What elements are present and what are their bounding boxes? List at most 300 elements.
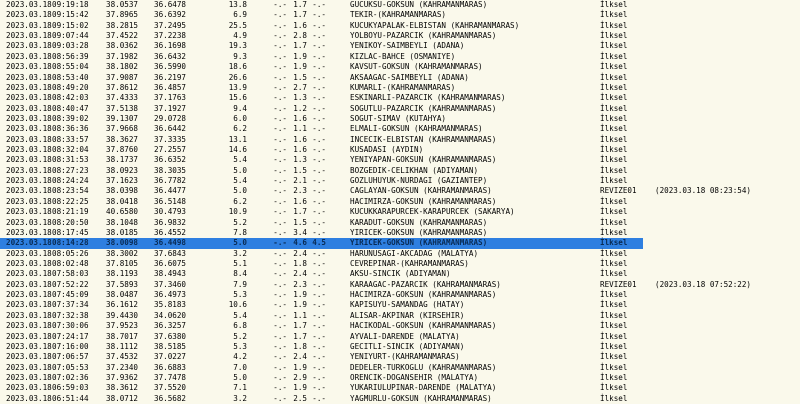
cell-ml: 1.5 xyxy=(293,217,307,227)
cell-longitude: 37.3460 xyxy=(154,279,187,289)
cell-longitude: 36.2197 xyxy=(154,72,187,82)
cell-location: AYVALI-DARENDE (MALATYA) xyxy=(350,331,460,341)
table-row[interactable] xyxy=(0,228,800,238)
cell-time: 08:24:24 xyxy=(52,176,89,186)
cell-latitude: 38.0712 xyxy=(106,393,139,403)
cell-location: KARAAGAC-PAZARCIK (KAHRAMANMARAS) xyxy=(350,279,501,289)
cell-mw: -.- xyxy=(312,145,326,155)
cell-mw: -.- xyxy=(312,72,326,82)
cell-depth: 5.0 xyxy=(233,165,247,175)
cell-latitude: 38.1802 xyxy=(106,62,139,72)
cell-location: HACIMIRZA-GOKSUN (KAHRAMANMARAS) xyxy=(350,196,497,206)
cell-ml: 1.9 xyxy=(293,62,307,72)
table-row[interactable] xyxy=(0,394,800,404)
table-row[interactable] xyxy=(0,311,800,321)
table-row[interactable] xyxy=(0,290,800,300)
cell-depth: 6.0 xyxy=(233,113,247,123)
cell-date: 2023.03.18 xyxy=(6,393,52,403)
cell-ml: 1.7 xyxy=(293,0,307,9)
cell-ml: 1.9 xyxy=(293,51,307,61)
cell-quality: İlksel xyxy=(600,331,628,341)
cell-md: -.- xyxy=(273,207,287,217)
cell-location: YIRICEK-GOKSUN (KAHRAMANMARAS) xyxy=(350,227,488,237)
cell-longitude: 36.9832 xyxy=(154,217,187,227)
cell-mw: -.- xyxy=(312,155,326,165)
cell-mw: -.- xyxy=(312,51,326,61)
cell-longitude: 36.6432 xyxy=(154,51,187,61)
cell-date: 2023.03.18 xyxy=(6,41,52,51)
cell-mw: -.- xyxy=(312,10,326,20)
cell-latitude: 38.3627 xyxy=(106,134,139,144)
cell-ml: 1.6 xyxy=(293,113,307,123)
cell-longitude: 36.4477 xyxy=(154,186,187,196)
cell-md: -.- xyxy=(273,51,287,61)
cell-quality: İlksel xyxy=(600,352,628,362)
cell-latitude: 37.9668 xyxy=(106,124,139,134)
cell-quality: İlksel xyxy=(600,321,628,331)
cell-time: 08:31:53 xyxy=(52,155,89,165)
cell-latitude: 37.8105 xyxy=(106,258,139,268)
cell-location: TEKIR-(KAHRAMANMARAS) xyxy=(350,10,447,20)
cell-longitude: 37.2238 xyxy=(154,31,187,41)
table-row[interactable] xyxy=(0,218,800,228)
cell-mw: -.- xyxy=(312,269,326,279)
cell-md: -.- xyxy=(273,165,287,175)
cell-depth: 8.4 xyxy=(233,269,247,279)
cell-time: 08:42:03 xyxy=(52,93,89,103)
table-row[interactable] xyxy=(0,207,800,217)
cell-depth: 10.6 xyxy=(228,300,247,310)
cell-depth: 3.2 xyxy=(233,393,247,403)
cell-time: 08:55:04 xyxy=(52,62,89,72)
cell-time: 08:05:26 xyxy=(52,248,89,258)
cell-quality: İlksel xyxy=(600,372,628,382)
cell-latitude: 38.1048 xyxy=(106,217,139,227)
cell-mw: -.- xyxy=(312,300,326,310)
cell-date: 2023.03.18 xyxy=(6,362,52,372)
cell-date: 2023.03.18 xyxy=(6,31,52,41)
cell-mw: -.- xyxy=(312,258,326,268)
cell-md: -.- xyxy=(273,279,287,289)
cell-depth: 5.0 xyxy=(233,186,247,196)
table-row[interactable] xyxy=(0,300,800,310)
cell-longitude: 36.6442 xyxy=(154,124,187,134)
cell-longitude: 37.1763 xyxy=(154,93,187,103)
table-row[interactable] xyxy=(0,332,800,342)
cell-longitude: 36.7782 xyxy=(154,176,187,186)
cell-date: 2023.03.18 xyxy=(6,0,52,9)
cell-latitude: 38.0398 xyxy=(106,186,139,196)
cell-date: 2023.03.18 xyxy=(6,20,52,30)
cell-quality: İlksel xyxy=(600,176,628,186)
cell-location: YOLBOYU-PAZARCIK (KAHRAMANMARAS) xyxy=(350,31,497,41)
table-row[interactable] xyxy=(0,52,800,62)
cell-date: 2023.03.18 xyxy=(6,300,52,310)
table-row[interactable] xyxy=(0,321,800,331)
cell-md: -.- xyxy=(273,321,287,331)
table-row[interactable] xyxy=(0,104,800,114)
cell-time: 09:07:44 xyxy=(52,31,89,41)
cell-ml: 1.9 xyxy=(293,300,307,310)
cell-quality: İlksel xyxy=(600,155,628,165)
cell-time: 08:49:20 xyxy=(52,82,89,92)
cell-md: -.- xyxy=(273,383,287,393)
cell-date: 2023.03.18 xyxy=(6,331,52,341)
cell-quality: REVIZE01 xyxy=(600,279,637,289)
table-row[interactable] xyxy=(0,93,800,103)
cell-time: 07:37:34 xyxy=(52,300,89,310)
cell-depth: 6.8 xyxy=(233,321,247,331)
cell-depth: 13.8 xyxy=(228,0,247,9)
cell-md: -.- xyxy=(273,72,287,82)
cell-md: -.- xyxy=(273,186,287,196)
cell-latitude: 38.0185 xyxy=(106,227,139,237)
table-row[interactable] xyxy=(0,166,800,176)
cell-location: ALISAR-AKPINAR (KIRSEHIR) xyxy=(350,310,465,320)
cell-mw: -.- xyxy=(312,62,326,72)
table-row[interactable] xyxy=(0,269,800,279)
table-row[interactable] xyxy=(0,280,800,290)
cell-ml: 1.3 xyxy=(293,155,307,165)
cell-latitude: 37.8612 xyxy=(106,82,139,92)
cell-location: CAGLAYAN-GOKSUN (KAHRAMANMARAS) xyxy=(350,186,492,196)
cell-date: 2023.03.18 xyxy=(6,290,52,300)
cell-longitude: 34.0620 xyxy=(154,310,187,320)
cell-latitude: 38.3612 xyxy=(106,383,139,393)
cell-location: INCECIK-ELBISTAN (KAHRAMANMARAS) xyxy=(350,134,497,144)
cell-ml: 1.7 xyxy=(293,321,307,331)
cell-depth: 3.2 xyxy=(233,248,247,258)
cell-depth: 7.9 xyxy=(233,279,247,289)
cell-md: -.- xyxy=(273,341,287,351)
cell-mw: -.- xyxy=(312,0,326,9)
cell-location: SOGUT-SIMAV (KUTAHYA) xyxy=(350,113,447,123)
cell-md: -.- xyxy=(273,82,287,92)
cell-latitude: 37.9362 xyxy=(106,372,139,382)
cell-ml: 1.5 xyxy=(293,72,307,82)
table-row[interactable] xyxy=(0,383,800,393)
cell-ml: 2.4 xyxy=(293,248,307,258)
cell-md: -.- xyxy=(273,372,287,382)
cell-depth: 6.2 xyxy=(233,124,247,134)
cell-mw: -.- xyxy=(312,279,326,289)
cell-quality: İlksel xyxy=(600,269,628,279)
cell-depth: 26.6 xyxy=(228,72,247,82)
cell-location: KARADUT-GOKSUN (KAHRAMANMARAS) xyxy=(350,217,488,227)
table-row[interactable] xyxy=(0,352,800,362)
cell-md: -.- xyxy=(273,0,287,9)
cell-ml: 2.1 xyxy=(293,176,307,186)
cell-location: YIRICEK-GOKSUN (KAHRAMANMARAS) xyxy=(350,238,488,248)
table-row[interactable] xyxy=(0,62,800,72)
table-row[interactable] xyxy=(0,342,800,352)
cell-longitude: 27.2557 xyxy=(154,145,187,155)
cell-longitude: 36.4552 xyxy=(154,227,187,237)
cell-date: 2023.03.18 xyxy=(6,103,52,113)
cell-longitude: 37.1927 xyxy=(154,103,187,113)
cell-ml: 2.4 xyxy=(293,269,307,279)
cell-date: 2023.03.18 xyxy=(6,165,52,175)
cell-depth: 4.2 xyxy=(233,352,247,362)
cell-depth: 9.4 xyxy=(233,103,247,113)
cell-time: 08:56:39 xyxy=(52,51,89,61)
cell-mw: -.- xyxy=(312,82,326,92)
table-row[interactable] xyxy=(0,135,800,145)
cell-mw: -.- xyxy=(312,383,326,393)
cell-date: 2023.03.18 xyxy=(6,196,52,206)
cell-time: 08:39:02 xyxy=(52,113,89,123)
table-row[interactable] xyxy=(0,259,800,269)
cell-time: 08:40:47 xyxy=(52,103,89,113)
cell-location: YENIYAPAN-GOKSUN (KAHRAMANMARAS) xyxy=(350,155,497,165)
cell-quality: İlksel xyxy=(600,51,628,61)
cell-quality: İlksel xyxy=(600,207,628,217)
cell-mw: -.- xyxy=(312,372,326,382)
cell-depth: 5.4 xyxy=(233,310,247,320)
cell-latitude: 37.5893 xyxy=(106,279,139,289)
cell-longitude: 37.2495 xyxy=(154,20,187,30)
cell-quality: İlksel xyxy=(600,134,628,144)
table-row[interactable] xyxy=(0,124,800,134)
table-row[interactable] xyxy=(0,10,800,20)
cell-date: 2023.03.18 xyxy=(6,238,52,248)
cell-quality: İlksel xyxy=(600,393,628,403)
cell-longitude: 36.3257 xyxy=(154,321,187,331)
table-row[interactable] xyxy=(0,373,800,383)
table-row[interactable] xyxy=(0,155,800,165)
cell-date: 2023.03.18 xyxy=(6,93,52,103)
cell-date: 2023.03.18 xyxy=(6,62,52,72)
cell-date: 2023.03.18 xyxy=(6,51,52,61)
cell-md: -.- xyxy=(273,269,287,279)
cell-latitude: 38.0487 xyxy=(106,290,139,300)
cell-time: 09:19:18 xyxy=(52,0,89,9)
cell-mw: -.- xyxy=(312,165,326,175)
table-row[interactable] xyxy=(0,145,800,155)
cell-longitude: 37.3335 xyxy=(154,134,187,144)
cell-ml: 1.8 xyxy=(293,341,307,351)
cell-depth: 6.9 xyxy=(233,10,247,20)
cell-ml: 2.7 xyxy=(293,82,307,92)
cell-md: -.- xyxy=(273,155,287,165)
cell-ml: 1.7 xyxy=(293,331,307,341)
cell-mw: -.- xyxy=(312,290,326,300)
cell-longitude: 36.4498 xyxy=(154,238,187,248)
cell-time: 07:30:06 xyxy=(52,321,89,331)
cell-mw: -.- xyxy=(312,196,326,206)
cell-md: -.- xyxy=(273,227,287,237)
cell-location: YUKARIULUPINAR-DARENDE (MALATYA) xyxy=(350,383,497,393)
cell-time: 08:33:57 xyxy=(52,134,89,144)
cell-location: KUMARLI-(KAHRAMANMARAS) xyxy=(350,82,456,92)
cell-mw: -.- xyxy=(312,103,326,113)
cell-location: YENIKOY-SAIMBEYLI (ADANA) xyxy=(350,41,465,51)
cell-md: -.- xyxy=(273,217,287,227)
cell-longitude: 36.4857 xyxy=(154,82,187,92)
cell-quality: İlksel xyxy=(600,362,628,372)
cell-date: 2023.03.18 xyxy=(6,124,52,134)
cell-mw: -.- xyxy=(312,352,326,362)
cell-mw: -.- xyxy=(312,93,326,103)
cell-longitude: 36.5682 xyxy=(154,393,187,403)
table-row[interactable] xyxy=(0,31,800,41)
cell-depth: 6.2 xyxy=(233,196,247,206)
cell-ml: 1.1 xyxy=(293,124,307,134)
cell-longitude: 36.6883 xyxy=(154,362,187,372)
cell-mw: -.- xyxy=(312,321,326,331)
cell-date: 2023.03.18 xyxy=(6,372,52,382)
cell-mw: -.- xyxy=(312,124,326,134)
cell-md: -.- xyxy=(273,248,287,258)
cell-depth: 7.0 xyxy=(233,362,247,372)
table-row[interactable] xyxy=(0,83,800,93)
cell-quality: İlksel xyxy=(600,103,628,113)
table-row[interactable] xyxy=(0,238,800,248)
cell-longitude: 37.5520 xyxy=(154,383,187,393)
cell-ml: 1.6 xyxy=(293,196,307,206)
cell-longitude: 36.4973 xyxy=(154,290,187,300)
cell-location: BOZGEDIK-CELIKHAN (ADIYAMAN) xyxy=(350,165,479,175)
table-row[interactable] xyxy=(0,176,800,186)
cell-ml: 1.9 xyxy=(293,362,307,372)
cell-depth: 13.9 xyxy=(228,82,247,92)
cell-md: -.- xyxy=(273,310,287,320)
cell-depth: 5.0 xyxy=(233,372,247,382)
cell-time: 08:36:36 xyxy=(52,124,89,134)
cell-date: 2023.03.18 xyxy=(6,10,52,20)
cell-longitude: 38.3035 xyxy=(154,165,187,175)
cell-ml: 1.8 xyxy=(293,258,307,268)
cell-mw: -.- xyxy=(312,393,326,403)
table-row[interactable] xyxy=(0,363,800,373)
cell-ml: 1.9 xyxy=(293,290,307,300)
cell-date: 2023.03.18 xyxy=(6,186,52,196)
cell-date: 2023.03.18 xyxy=(6,310,52,320)
cell-time: 06:59:03 xyxy=(52,383,89,393)
cell-ml: 1.6 xyxy=(293,145,307,155)
cell-latitude: 38.2815 xyxy=(106,20,139,30)
table-row[interactable] xyxy=(0,186,800,196)
cell-quality: İlksel xyxy=(600,31,628,41)
cell-location: AKSAAGAC-SAIMBEYLI (ADANA) xyxy=(350,72,469,82)
cell-location: CEVREPINAR-(KAHRAMANMARAS) xyxy=(350,258,469,268)
cell-quality: İlksel xyxy=(600,82,628,92)
cell-time: 08:02:48 xyxy=(52,258,89,268)
cell-location: AKSU-SINCIK (ADIYAMAN) xyxy=(350,269,451,279)
cell-location: KUCUKKARAPURCEK-KARAPURCEK (SAKARYA) xyxy=(350,207,515,217)
cell-quality: İlksel xyxy=(600,383,628,393)
cell-depth: 9.3 xyxy=(233,51,247,61)
cell-latitude: 38.1193 xyxy=(106,269,139,279)
cell-time: 08:20:50 xyxy=(52,217,89,227)
cell-longitude: 36.1698 xyxy=(154,41,187,51)
table-row[interactable] xyxy=(0,41,800,51)
cell-location: KUSADASI (AYDIN) xyxy=(350,145,424,155)
cell-longitude: 37.7478 xyxy=(154,372,187,382)
cell-md: -.- xyxy=(273,62,287,72)
cell-time: 08:14:28 xyxy=(52,238,89,248)
cell-location: KAVSUT-GOKSUN (KAHRAMANMARAS) xyxy=(350,62,483,72)
cell-ml: 1.3 xyxy=(293,93,307,103)
cell-latitude: 37.1982 xyxy=(106,51,139,61)
cell-location: HACIMIRZA-GOKSUN (KAHRAMANMARAS) xyxy=(350,290,497,300)
cell-location: YAGMURLU-GOKSUN (KAHRAMANMARAS) xyxy=(350,393,492,403)
cell-quality: İlksel xyxy=(600,145,628,155)
cell-latitude: 39.1307 xyxy=(106,113,139,123)
cell-md: -.- xyxy=(273,331,287,341)
cell-latitude: 37.5138 xyxy=(106,103,139,113)
cell-quality: İlksel xyxy=(600,217,628,227)
cell-latitude: 38.1112 xyxy=(106,341,139,351)
cell-depth: 25.5 xyxy=(228,20,247,30)
cell-quality: İlksel xyxy=(600,10,628,20)
cell-longitude: 30.4793 xyxy=(154,207,187,217)
cell-time: 08:53:40 xyxy=(52,72,89,82)
cell-md: -.- xyxy=(273,20,287,30)
table-row[interactable] xyxy=(0,0,800,10)
cell-latitude: 38.0362 xyxy=(106,41,139,51)
cell-ml: 2.4 xyxy=(293,352,307,362)
cell-date: 2023.03.18 xyxy=(6,258,52,268)
cell-location: HARUNUSAGI-AKCADAG (MALATYA) xyxy=(350,248,479,258)
cell-depth: 15.6 xyxy=(228,93,247,103)
cell-ml: 1.5 xyxy=(293,165,307,175)
cell-quality: İlksel xyxy=(600,124,628,134)
table-row[interactable] xyxy=(0,197,800,207)
cell-md: -.- xyxy=(273,290,287,300)
cell-latitude: 38.1737 xyxy=(106,155,139,165)
cell-ml: 1.7 xyxy=(293,207,307,217)
cell-md: -.- xyxy=(273,258,287,268)
cell-md: -.- xyxy=(273,124,287,134)
cell-quality: İlksel xyxy=(600,300,628,310)
cell-depth: 5.4 xyxy=(233,176,247,186)
cell-time: 07:16:00 xyxy=(52,341,89,351)
cell-md: -.- xyxy=(273,41,287,51)
cell-time: 09:15:02 xyxy=(52,20,89,30)
cell-latitude: 37.2340 xyxy=(106,362,139,372)
table-row[interactable] xyxy=(0,21,800,31)
cell-quality: İlksel xyxy=(600,227,628,237)
cell-depth: 7.1 xyxy=(233,383,247,393)
cell-location: HACIKODAL-GOKSUN (KAHRAMANMARAS) xyxy=(350,321,497,331)
table-row[interactable] xyxy=(0,249,800,259)
cell-mw: -.- xyxy=(312,176,326,186)
cell-location: SOGUTLU-PAZARCIK (KAHRAMANMARAS) xyxy=(350,103,497,113)
cell-latitude: 37.8760 xyxy=(106,145,139,155)
cell-time: 08:27:23 xyxy=(52,165,89,175)
cell-location: GOZLUHUYUK-NURDAGI (GAZIANTEP) xyxy=(350,176,488,186)
cell-ml: 1.7 xyxy=(293,10,307,20)
cell-time: 07:24:17 xyxy=(52,331,89,341)
cell-longitude: 38.4943 xyxy=(154,269,187,279)
cell-quality: İlksel xyxy=(600,258,628,268)
cell-mw: -.- xyxy=(312,227,326,237)
cell-ml: 2.9 xyxy=(293,372,307,382)
cell-mw: 4.5 xyxy=(312,238,326,248)
cell-time: 07:02:36 xyxy=(52,372,89,382)
table-row[interactable] xyxy=(0,114,800,124)
cell-depth: 5.3 xyxy=(233,290,247,300)
cell-quality: İlksel xyxy=(600,20,628,30)
cell-mw: -.- xyxy=(312,331,326,341)
cell-longitude: 37.0227 xyxy=(154,352,187,362)
cell-latitude: 37.4532 xyxy=(106,352,139,362)
cell-date: 2023.03.18 xyxy=(6,269,52,279)
cell-ml: 1.6 xyxy=(293,20,307,30)
table-row[interactable] xyxy=(0,73,800,83)
cell-md: -.- xyxy=(273,113,287,123)
